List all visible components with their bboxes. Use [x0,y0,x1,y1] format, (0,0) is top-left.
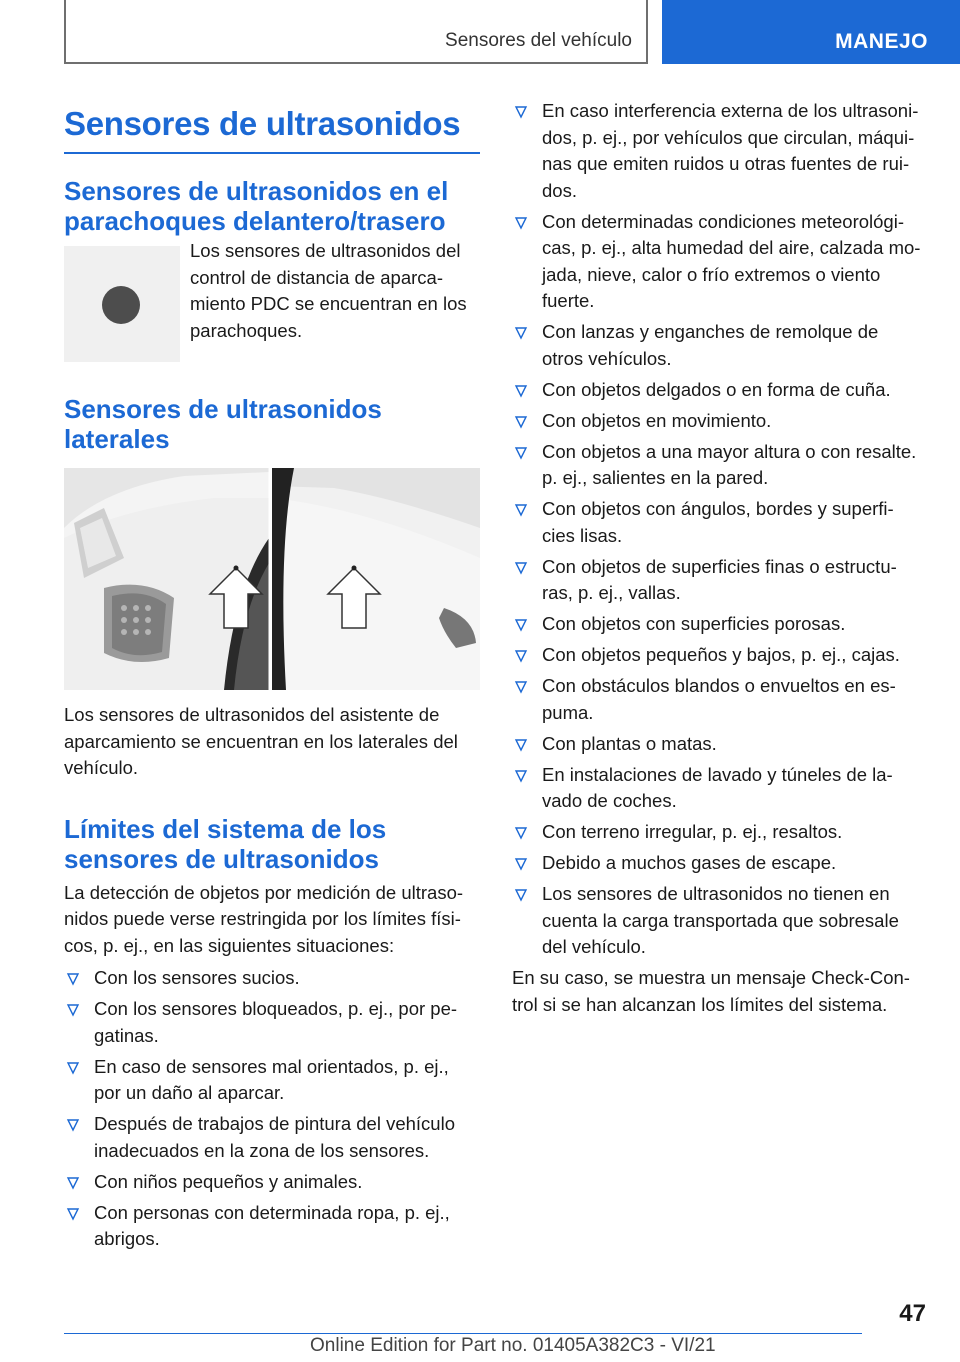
list-item: Con objetos en movimiento. [512,408,924,435]
list-item: En caso interferencia externa de los ultrasoni-dos, p. ej., por vehículos que circulan, máqui-nas que emiten ruidos u otras fuentes de rui-dos. [512,98,924,204]
lateral-sensors-text: Los sensores de ultrasonidos del asistente de aparcamiento se encuentran en los laterales del vehículo. [64,704,458,778]
list-item: Con obstáculos blandos o envueltos en es-puma. [512,673,924,726]
triangle-bullet-icon [514,769,528,783]
system-limits-intro: La detección de objetos por medición de ultraso-nidos puede verse restringida por los límites físi-cos, p. ej., en las siguientes situaciones: [64,881,464,956]
list-item: Después de trabajos de pintura del vehículo inadecuados en la zona de los sensores. [64,1111,480,1164]
rear-side-illustration [272,468,480,690]
header-chapter-tab[interactable] [662,0,960,64]
triangle-bullet-icon [66,972,80,986]
triangle-bullet-icon [514,618,528,632]
list-item: Con objetos de superficies finas o estructu-ras, p. ej., vallas. [512,554,924,607]
list-item: Debido a muchos gases de escape. [512,850,924,877]
triangle-bullet-icon [514,826,528,840]
list-item: Con objetos pequeños y bajos, p. ej., cajas. [512,642,924,669]
list-item: Con terreno irregular, p. ej., resaltos. [512,819,924,846]
heading-lateral-sensors: Sensores de ultrasonidos laterales [64,394,382,454]
pdc-sensor-image [64,246,180,362]
footer-edition: Online Edition for Part no. 01405A382C3 - VI/21 [310,1335,716,1356]
triangle-bullet-icon [514,216,528,230]
triangle-bullet-icon [514,446,528,460]
check-control-note: En su caso, se muestra un mensaje Check-Con-trol si se han alcanzan los límites del sistema. [512,967,910,1015]
triangle-bullet-icon [514,384,528,398]
footer-divider [64,1333,862,1334]
front-bumper-illustration [64,468,269,690]
triangle-bullet-icon [66,1061,80,1075]
heading-system-limits: Límites del sistema de los sensores de ultrasonidos [64,813,387,874]
list-item: Con niños pequeños y animales. [64,1169,480,1196]
triangle-bullet-icon [66,1003,80,1017]
triangle-bullet-icon [514,680,528,694]
page-number: 47 [899,1300,926,1327]
limits-list-right [512,98,924,961]
list-item: Con objetos delgados o en forma de cuña. [512,377,924,404]
heading-front-rear-sensors: Sensores de ultrasonidos en el parachoques delantero/trasero [64,176,449,236]
list-item: Con objetos con ángulos, bordes y superfi-cies lisas. [512,496,924,549]
list-item: Con los sensores bloqueados, p. ej., por pe-gatinas. [64,996,480,1049]
right-column [512,98,924,1018]
left-column [64,104,480,1257]
list-item: Con determinadas condiciones meteorológi-cas, p. ej., alta humedad del aire, calzada mo-jada, nieve, calor o frío extremos o viento fuerte. [512,209,924,315]
list-item: Los sensores de ultrasonidos no tienen en cuenta la carga transportada que sobresale del vehículo. [512,881,924,961]
triangle-bullet-icon [514,415,528,429]
list-item: En instalaciones de lavado y túneles de la-vado de coches. [512,762,924,815]
triangle-bullet-icon [514,649,528,663]
triangle-bullet-icon [514,503,528,517]
triangle-bullet-icon [514,561,528,575]
lateral-sensors-image [64,468,480,690]
page-title: Sensores de ultrasonidos [64,104,480,154]
triangle-bullet-icon [66,1118,80,1132]
sensor-dot-icon [102,286,140,324]
list-item: Con los sensores sucios. [64,965,480,992]
triangle-bullet-icon [514,857,528,871]
header-section-box [64,0,648,64]
triangle-bullet-icon [514,888,528,902]
header-chapter-label: MANEJO [835,30,928,53]
list-item: Con objetos con superficies porosas. [512,611,924,638]
triangle-bullet-icon [514,105,528,119]
limits-list-left [64,965,480,1253]
triangle-bullet-icon [514,326,528,340]
list-item: Con objetos a una mayor altura o con resalte. p. ej., salientes en la pared. [512,439,924,492]
list-item: En caso de sensores mal orientados, p. ej., por un daño al aparcar. [64,1054,480,1107]
list-item: Con plantas o matas. [512,731,924,758]
pdc-sensor-block [64,240,480,362]
triangle-bullet-icon [514,738,528,752]
list-item: Con lanzas y enganches de remolque de otros vehículos. [512,319,924,372]
front-rear-sensors-text: Los sensores de ultrasonidos del control de distancia de aparca-miento PDC se encuentran en los parachoques. [190,240,467,341]
triangle-bullet-icon [66,1176,80,1190]
header-section-title: Sensores del vehículo [445,30,632,51]
triangle-bullet-icon [66,1207,80,1221]
list-item: Con personas con determinada ropa, p. ej., abrigos. [64,1200,480,1253]
